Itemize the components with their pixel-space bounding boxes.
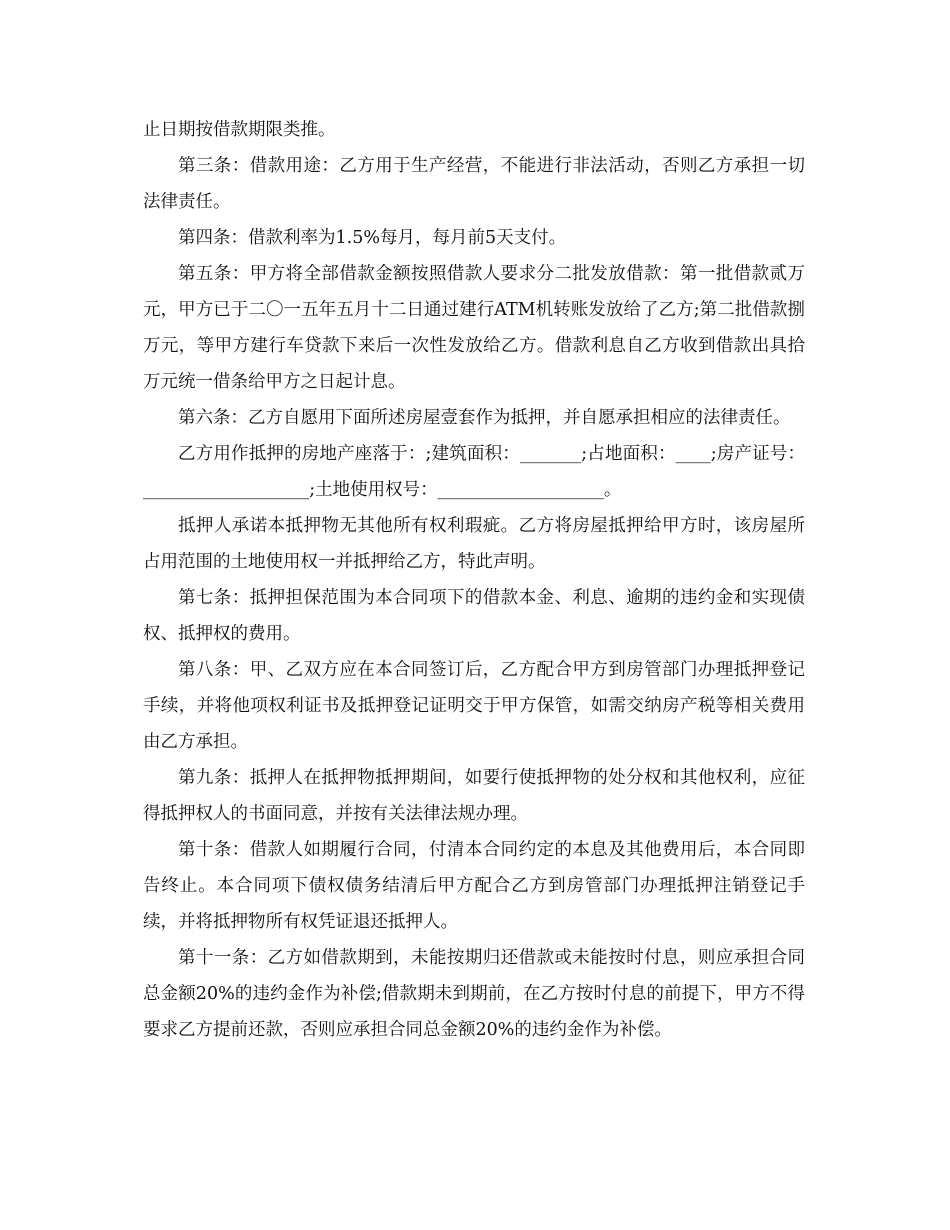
- paragraph-article-8: 第八条：甲、乙双方应在本合同签订后，乙方配合甲方到房管部门办理抵押登记手续，并将他项权利证书及抵押登记证明交于甲方保管，如需交纳房产税等相关费用由乙方承担。: [143, 660, 805, 752]
- paragraph-article-7: 第七条：抵押担保范围为本合同项下的借款本金、利息、逾期的违约金和实现债权、抵押权的费用。: [143, 588, 805, 644]
- paragraph-article-3: 第三条：借款用途：乙方用于生产经营，不能进行非法活动，否则乙方承担一切法律责任。: [143, 156, 805, 212]
- paragraph-article-5: 第五条：甲方将全部借款金额按照借款人要求分二批发放借款：第一批借款贰万元，甲方已于二〇一五年五月十二日通过建行ATM机转账发放给了乙方;第二批借款捌万元，等甲方建行车贷款下来后一次性发放给乙方。借款利息自乙方收到借款出具拾万元统一借条给甲方之日起计息。: [143, 264, 805, 392]
- paragraph-article-11: 第十一条：乙方如借款期到，未能按期归还借款或未能按时付息，则应承担合同总金额20%的违约金作为补偿;借款期未到期前，在乙方按时付息的前提下，甲方不得要求乙方提前还款，否则应承担合同总金额20%的违约金作为补偿。: [143, 948, 805, 1040]
- paragraph-article-6: 第六条：乙方自愿用下面所述房屋壹套作为抵押，并自愿承担相应的法律责任。: [178, 408, 791, 428]
- document-body: [143, 112, 805, 1048]
- paragraph-mortgagor-promise: 抵押人承诺本抵押物无其他所有权利瑕疵。乙方将房屋抵押给甲方时，该房屋所占用范围的土地使用权一并抵押给乙方，特此声明。: [143, 516, 805, 572]
- paragraph-article-4: 第四条：借款利率为1.5%每月，每月前5天支付。: [178, 228, 567, 248]
- paragraph-article-9: 第九条：抵押人在抵押物抵押期间，如要行使抵押物的处分权和其他权利，应征得抵押权人的书面同意，并按有关法律法规办理。: [143, 768, 805, 824]
- paragraph-continuation: 止日期按借款期限类推。: [143, 120, 336, 140]
- paragraph-article-10: 第十条：借款人如期履行合同，付清本合同约定的本息及其他费用后，本合同即告终止。本合同项下债权债务结清后甲方配合乙方到房管部门办理抵押注销登记手续，并将抵押物所有权凭证退还抵押人。: [143, 840, 805, 932]
- paragraph-property-location: 乙方用作抵押的房地产座落于：;建筑面积：_______;占地面积：____;房产证号：___________________;土地使用权号：___________________。: [143, 444, 805, 500]
